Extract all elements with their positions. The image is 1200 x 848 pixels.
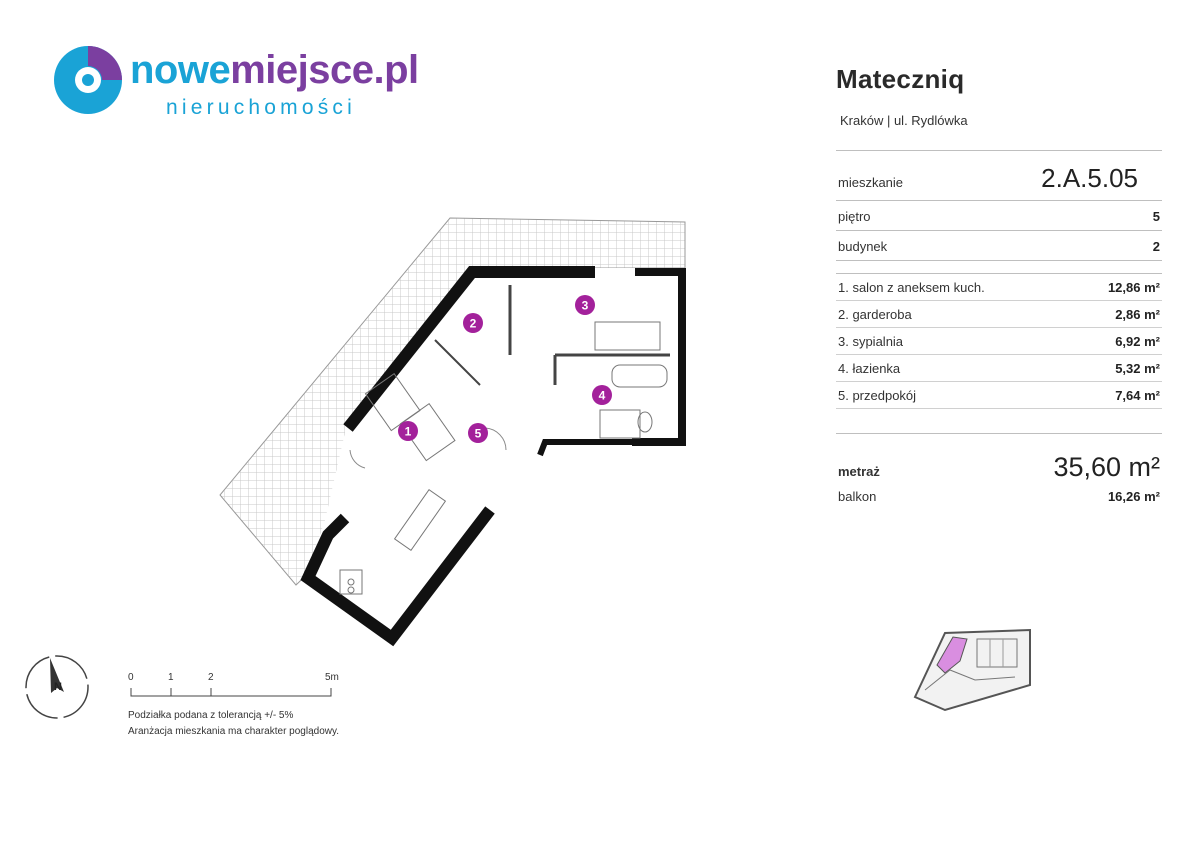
scale-tick-0: 0 [128, 672, 134, 683]
room-row [836, 274, 1162, 301]
building-keyplan [905, 625, 1035, 715]
room-marker-2-label: 2 [469, 316, 477, 331]
keyplan-drawing [905, 625, 1035, 715]
room-area: 2,86 m² [1115, 307, 1160, 322]
apartment-row [836, 150, 1162, 201]
rooms-table [836, 273, 1162, 409]
room-label: 1. salon z aneksem kuch. [838, 280, 985, 295]
room-marker-3-label: 3 [581, 298, 589, 313]
logo-circle-icon [50, 40, 130, 120]
room-marker-5-label: 5 [474, 426, 482, 441]
project-location: Kraków | ul. Rydlówka [840, 113, 968, 128]
scale-tick-2: 2 [208, 672, 214, 683]
room-label: 4. łazienka [838, 361, 901, 376]
plan-notes [128, 708, 339, 740]
total-area-value: 35,60 m² [1053, 452, 1160, 482]
building-row [836, 231, 1162, 261]
project-name: Mateczniq [836, 64, 965, 94]
apartment-number: 2.A.5.05 [1041, 163, 1138, 193]
room-area: 5,32 m² [1115, 361, 1160, 376]
room-marker-1-label: 1 [404, 424, 412, 439]
room-marker-2 [463, 313, 483, 333]
floor-value: 5 [1152, 209, 1160, 224]
balcony-row [836, 483, 1162, 510]
room-area: 7,64 m² [1115, 388, 1160, 403]
room-marker-3 [575, 295, 595, 315]
brand-logo [50, 40, 450, 130]
balcony-label: balkon [838, 489, 877, 504]
room-area: 12,86 m² [1107, 280, 1160, 295]
room-row [836, 328, 1162, 355]
room-label: 3. sypialnia [838, 334, 904, 349]
room-label: 5. przedpokój [838, 388, 917, 403]
logo-wordmark-part2: miejsce.pl [230, 48, 419, 92]
compass [20, 650, 94, 724]
logo-wordmark-part1: nowe [130, 48, 231, 92]
info-panel [836, 64, 1162, 510]
room-marker-4 [592, 385, 612, 405]
logo-wordmark [130, 48, 419, 93]
floor-label: piętro [838, 209, 871, 224]
apartment-label: mieszkanie [838, 175, 904, 190]
total-area-row [836, 433, 1162, 483]
scale-tick-1: 1 [168, 672, 174, 683]
total-area-label: metraż [838, 464, 880, 479]
floor-plan-drawing [200, 200, 710, 650]
building-value: 2 [1152, 239, 1160, 254]
room-marker-4-label: 4 [598, 388, 606, 403]
floor-plan [200, 200, 710, 650]
logo-tagline: nieruchomości [166, 96, 356, 119]
room-marker-5 [468, 423, 488, 443]
note-tolerance: Podziałka podana z tolerancją +/- 5% [128, 710, 294, 721]
room-label: 2. garderoba [838, 307, 912, 322]
room-row [836, 301, 1162, 328]
compass-letter: N [54, 681, 62, 693]
note-arrangement: Aranżacja mieszkania ma charakter poglądowy. [128, 726, 340, 737]
compass-icon [20, 650, 94, 724]
scale-bar [120, 668, 360, 708]
balcony-value: 16,26 m² [1107, 489, 1160, 504]
outer-wall-core [540, 442, 632, 455]
room-area: 6,92 m² [1115, 334, 1160, 349]
room-row [836, 355, 1162, 382]
room-row [836, 382, 1162, 409]
floor-row [836, 201, 1162, 231]
building-label: budynek [838, 239, 888, 254]
scale-bar-line [120, 668, 360, 708]
room-marker-1 [398, 421, 418, 441]
scale-tick-5: 5m [325, 672, 339, 683]
